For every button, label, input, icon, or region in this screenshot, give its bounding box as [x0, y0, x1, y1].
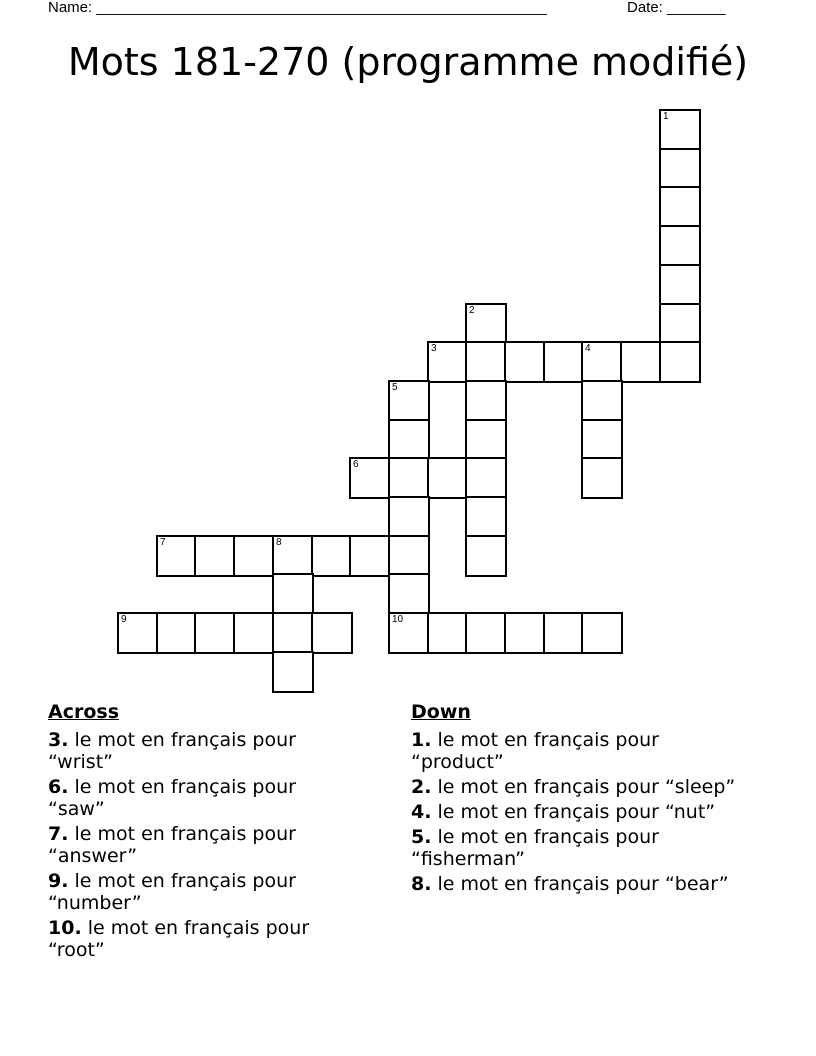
grid-cell[interactable]	[388, 573, 430, 615]
grid-cell[interactable]	[659, 264, 701, 306]
clue-down	[411, 801, 771, 823]
date-field[interactable]: Date: _______	[627, 0, 726, 16]
across-clues	[48, 701, 368, 964]
cell-number: 2	[469, 305, 475, 316]
clue-number: 9.	[48, 870, 69, 892]
grid-cell[interactable]	[465, 341, 507, 383]
grid-cell[interactable]	[349, 457, 391, 499]
grid-cell[interactable]	[349, 535, 391, 577]
clue-across	[48, 776, 348, 820]
clue-across	[48, 870, 348, 914]
clue-number: 2.	[411, 776, 432, 798]
cell-number: 8	[276, 537, 282, 548]
cell-number: 4	[585, 343, 591, 354]
clue-across	[48, 729, 348, 773]
grid-cell[interactable]	[465, 419, 507, 461]
clue-number: 4.	[411, 801, 432, 823]
grid-cell[interactable]	[465, 612, 507, 654]
grid-cell[interactable]	[465, 380, 507, 422]
grid-cell[interactable]	[543, 341, 585, 383]
grid-cell[interactable]	[388, 457, 430, 499]
clue-text: le mot en français pour “nut”	[431, 801, 716, 823]
down-heading: Down	[411, 701, 471, 723]
grid-cell[interactable]	[156, 535, 198, 577]
clue-down	[411, 826, 751, 870]
grid-cell[interactable]	[388, 612, 430, 654]
grid-cell[interactable]	[233, 612, 275, 654]
clue-text: le mot en français pour “number”	[48, 870, 296, 914]
clue-text: le mot en français pour “bear”	[431, 873, 729, 895]
grid-cell[interactable]	[581, 457, 623, 499]
clue-down	[411, 873, 751, 895]
clue-number: 6.	[48, 776, 69, 798]
grid-cell[interactable]	[272, 612, 314, 654]
cell-number: 9	[121, 614, 127, 625]
grid-cell[interactable]	[581, 612, 623, 654]
cell-number: 3	[431, 343, 437, 354]
grid-cell[interactable]	[465, 457, 507, 499]
clue-number: 1.	[411, 729, 432, 751]
grid-cell[interactable]	[581, 419, 623, 461]
grid-cell[interactable]	[311, 535, 353, 577]
grid-cell[interactable]	[659, 186, 701, 228]
grid-cell[interactable]	[465, 496, 507, 538]
grid-cell[interactable]	[272, 651, 314, 693]
grid-cell[interactable]	[504, 341, 546, 383]
grid-cell[interactable]	[388, 419, 430, 461]
clue-text: le mot en français pour “root”	[48, 917, 310, 961]
grid-cell[interactable]	[117, 612, 159, 654]
cell-number: 6	[353, 459, 359, 470]
cell-number: 10	[392, 614, 404, 625]
grid-cell[interactable]	[659, 303, 701, 345]
grid-cell[interactable]	[427, 457, 469, 499]
page-title: Mots 181-270 (programme modifié)	[67, 40, 749, 84]
grid-cell[interactable]	[659, 148, 701, 190]
clue-text: le mot en français pour “saw”	[48, 776, 296, 820]
grid-cell[interactable]	[388, 535, 430, 577]
grid-cell[interactable]	[465, 535, 507, 577]
clue-text: le mot en français pour “answer”	[48, 823, 296, 867]
clue-down	[411, 776, 751, 798]
grid-cell[interactable]	[659, 341, 701, 383]
grid-cell[interactable]	[194, 612, 236, 654]
clue-number: 7.	[48, 823, 69, 845]
grid-cell[interactable]	[233, 535, 275, 577]
cell-number: 5	[392, 382, 398, 393]
grid-cell[interactable]	[543, 612, 585, 654]
grid-cell[interactable]	[388, 496, 430, 538]
down-clues	[411, 701, 771, 898]
grid-cell[interactable]	[465, 303, 507, 345]
clue-text: le mot en français pour “wrist”	[48, 729, 296, 773]
grid-cell[interactable]	[311, 612, 353, 654]
across-heading: Across	[48, 701, 120, 723]
grid-cell[interactable]	[581, 380, 623, 422]
cell-number: 1	[663, 111, 669, 122]
clue-down	[411, 729, 751, 773]
clue-text: le mot en français pour “sleep”	[431, 776, 736, 798]
grid-cell[interactable]	[504, 612, 546, 654]
grid-cell[interactable]	[272, 573, 314, 615]
grid-cell[interactable]	[427, 612, 469, 654]
clue-across	[48, 917, 348, 961]
cell-number: 7	[160, 537, 166, 548]
clue-across	[48, 823, 348, 867]
grid-cell[interactable]	[659, 109, 701, 151]
clue-number: 5.	[411, 826, 432, 848]
clue-text: le mot en français pour “product”	[411, 729, 659, 773]
grid-cell[interactable]	[427, 341, 469, 383]
name-field[interactable]: Name: ______________________________________________________	[48, 0, 547, 16]
grid-cell[interactable]	[620, 341, 662, 383]
clue-text: le mot en français pour “fisherman”	[411, 826, 659, 870]
clue-number: 3.	[48, 729, 69, 751]
grid-cell[interactable]	[194, 535, 236, 577]
clue-number: 8.	[411, 873, 432, 895]
grid-cell[interactable]	[388, 380, 430, 422]
grid-cell[interactable]	[581, 341, 623, 383]
grid-cell[interactable]	[659, 225, 701, 267]
grid-cell[interactable]	[156, 612, 198, 654]
grid-cell[interactable]	[272, 535, 314, 577]
clue-number: 10.	[48, 917, 82, 939]
